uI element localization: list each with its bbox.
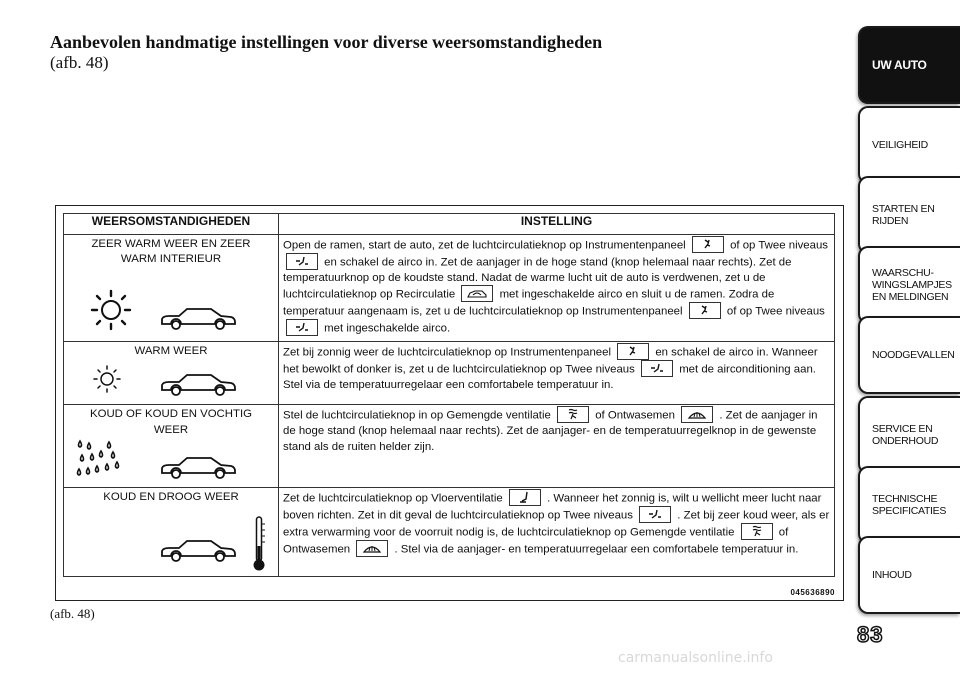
table-header-row	[64, 214, 835, 235]
car-icon	[159, 538, 237, 564]
tab-noodgevallen[interactable]: NOODGEVALLEN	[858, 316, 960, 394]
setting-text: en schakel de airco in. Wanneer het bewolkt of donker is, zet u de luchtcirculatieknop op Twee niveaus	[283, 346, 818, 376]
setting-cell	[279, 488, 835, 577]
setting-text: . Wanneer het zonnig is, wilt u wellicht meer lucht naar boven richten. Zet in dit geval de luchtcirculatieknop op Twee niveaus	[283, 492, 822, 522]
sun-icon	[90, 289, 132, 331]
figure-48	[55, 205, 844, 601]
setting-text: . Stel via de aanjager- en temperatuurregelaar een comfortabele temperatuur in.	[394, 543, 799, 556]
watermark: carmanualsonline.info	[618, 650, 773, 666]
figure-caption: (afb. 48)	[50, 606, 95, 621]
setting-cell	[279, 235, 835, 342]
figure-code: 045636890	[790, 588, 835, 597]
car-icon	[159, 455, 237, 481]
tab-starten-en-rijden[interactable]: STARTEN EN RIJDEN	[858, 176, 960, 254]
panel-mode-button-icon	[617, 343, 649, 360]
condition-cell	[64, 405, 279, 488]
bilevel-mode-button-icon	[286, 319, 318, 336]
car-icon	[159, 306, 237, 332]
panel-mode-button-icon	[692, 236, 724, 253]
bilevel-mode-button-icon	[639, 506, 671, 523]
tab-waarschuwingslampjes[interactable]: WAARSCHU- WINGSLAMPJES EN MELDINGEN	[858, 246, 960, 324]
setting-text: . Zet de aanjager in de hoge stand (knop helemaal naar rechts). Zet de aanjager- en de temperatuurregelknop in de gewenste stand als de ruiten helder zijn.	[283, 409, 818, 453]
weather-settings-table	[63, 213, 835, 577]
thermometer-icon	[252, 516, 266, 572]
car-icon	[159, 372, 237, 398]
setting-text: of op Twee niveaus	[730, 239, 829, 252]
defrost-button-icon	[681, 406, 713, 423]
mix-mode-button-icon	[741, 523, 773, 540]
setting-text: of Ontwasemen	[595, 409, 675, 422]
defrost-button-icon	[356, 540, 388, 557]
condition-cell	[64, 235, 279, 342]
mix-mode-button-icon	[557, 406, 589, 423]
condition-label: WARM WEER	[134, 345, 208, 358]
tab-uw-auto[interactable]: UW AUTO	[858, 26, 960, 104]
condition-cell	[64, 342, 279, 405]
setting-text: of op Twee niveaus	[726, 305, 825, 318]
setting-text: Zet de luchtcirculatieknop op Vloerventilatie	[283, 492, 503, 505]
tab-service-en-onderhoud[interactable]: SERVICE EN ONDERHOUD	[858, 396, 960, 474]
floor-mode-button-icon	[509, 489, 541, 506]
setting-text: . Zet bij zeer koud weer, als er extra verwarming voor de voorruit nodig is, de luchtcirculatieknop op Gemengde ventilatie	[283, 509, 830, 539]
condition-label: ZEER WARM WEER EN ZEER WARM INTERIEUR	[91, 238, 251, 266]
setting-text: met de airconditioning aan. Stel via de temperatuurregelaar een comfortabele temperatuur in.	[283, 363, 816, 392]
tab-technische-specificaties[interactable]: TECHNISCHE SPECIFICATIES	[858, 466, 960, 544]
table-row	[64, 342, 835, 405]
tab-veiligheid[interactable]: VEILIGHEID	[858, 106, 960, 184]
header-conditions: WEERSOMSTANDIGHEDEN	[64, 214, 279, 235]
setting-cell	[279, 405, 835, 488]
setting-cell	[279, 342, 835, 405]
setting-text: Open de ramen, start de auto, zet de luchtcirculatieknop op Instrumentenpaneel	[283, 239, 686, 252]
condition-label: KOUD EN DROOG WEER	[103, 491, 239, 504]
condition-cell	[64, 488, 279, 577]
setting-text: en schakel de airco in. Zet de aanjager in de hoge stand (knop helemaal naar rechts). Zet de temperatuurknop op de koudste stand. Nadat de warme lucht uit de auto is verdwenen, zet u de luchtcirculatieknop op Recirculatie	[283, 256, 792, 301]
bilevel-mode-button-icon	[641, 360, 673, 377]
table-row	[64, 235, 835, 342]
condition-label: KOUD OF KOUD EN VOCHTIG WEER	[89, 408, 252, 436]
table-row	[64, 488, 835, 577]
tab-inhoud[interactable]: INHOUD	[858, 536, 960, 614]
setting-text: met ingeschakelde airco en sluit u de ramen. Zodra de temperatuur aangenaam is, zet u de luchtcirculatieknop op Instrumentenpaneel	[283, 288, 775, 318]
page-heading: Aanbevolen handmatige instellingen voor diverse weersomstandigheden	[50, 32, 603, 52]
panel-mode-button-icon	[689, 302, 721, 319]
setting-text: of Ontwasemen	[283, 526, 789, 556]
setting-text: Stel de luchtcirculatieknop in op Gemengde ventilatie	[283, 409, 551, 422]
recirculation-button-icon	[461, 285, 493, 302]
page-subheading: (afb. 48)	[50, 53, 109, 72]
sun-icon	[92, 364, 122, 394]
setting-text: Zet bij zonnig weer de luchtcirculatieknop op Instrumentenpaneel	[283, 346, 611, 359]
bilevel-mode-button-icon	[286, 253, 318, 270]
table-row	[64, 405, 835, 488]
raindrops-icon	[76, 439, 122, 485]
setting-text: met ingeschakelde airco.	[324, 322, 451, 335]
header-setting: INSTELLING	[279, 214, 835, 235]
page-number: 83	[857, 622, 884, 647]
